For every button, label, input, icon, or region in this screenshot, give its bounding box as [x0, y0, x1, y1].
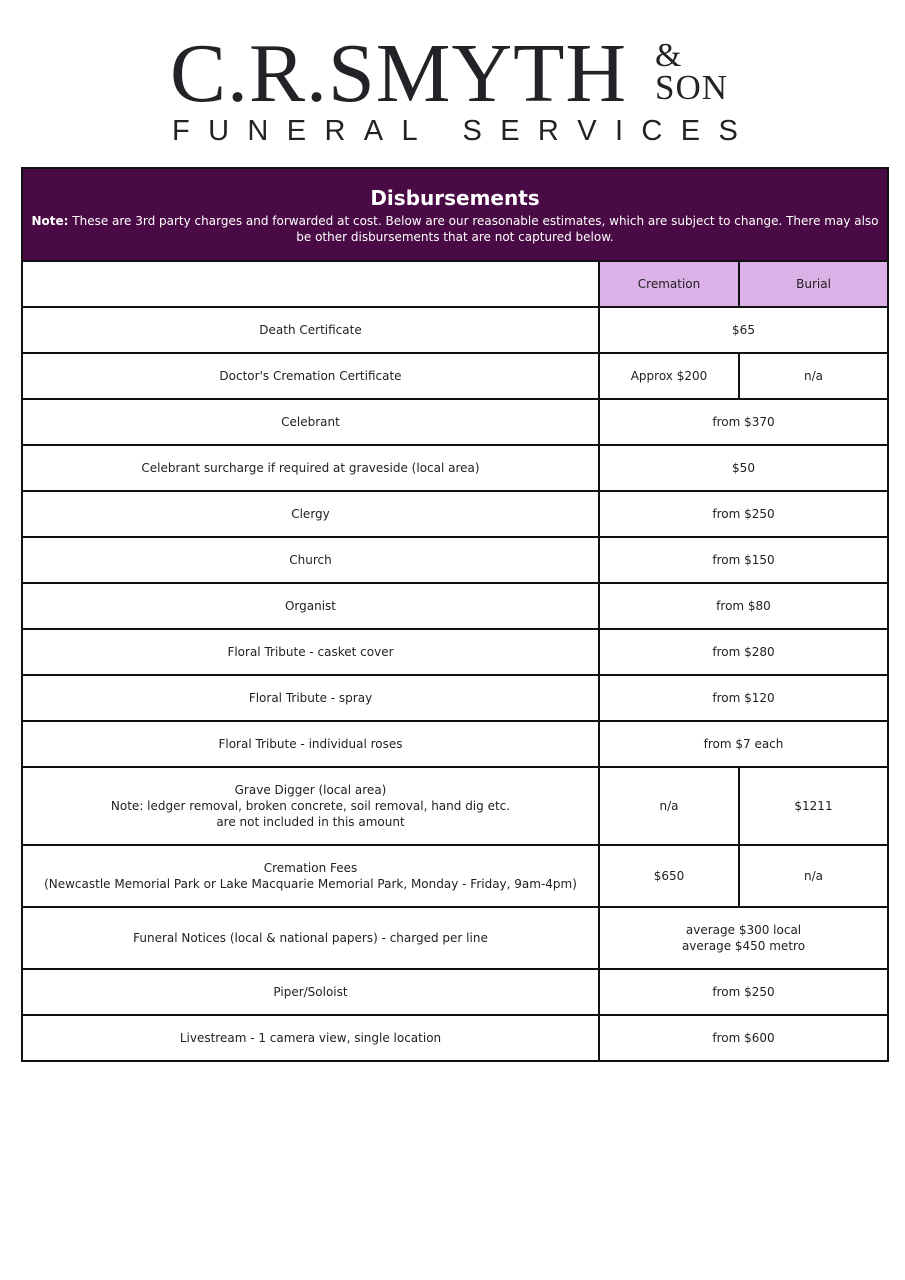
price-cell: from $600: [599, 1015, 888, 1061]
item-cell: [22, 845, 599, 907]
item-cell: Piper/Soloist: [22, 969, 599, 1015]
logo-name: C.R.SMYTH: [170, 27, 628, 120]
logo-subtitle-letter: N: [247, 115, 269, 147]
logo-subtitle-gap: [436, 116, 444, 146]
table-row: [22, 583, 888, 629]
item-cell: Death Certificate: [22, 307, 599, 353]
logo-subtitle: [172, 116, 738, 146]
table-row: [22, 399, 888, 445]
table-row: [22, 969, 888, 1015]
disbursements-table: [21, 167, 889, 1062]
cremation-price-cell: Approx $200: [599, 353, 739, 399]
table-row: [22, 353, 888, 399]
logo-ampersand: &: [655, 37, 682, 74]
column-header-cremation: Cremation: [599, 261, 739, 307]
price-line: average $300 local: [685, 923, 802, 937]
item-line: (Newcastle Memorial Park or Lake Macquarie Memorial Park, Monday - Friday, 9am-4pm): [44, 877, 577, 891]
burial-price-cell: n/a: [739, 845, 888, 907]
logo-son: SON: [655, 68, 729, 107]
empty-header-cell: [22, 261, 599, 307]
item-cell: Celebrant surcharge if required at graveside (local area): [22, 445, 599, 491]
table-header: [22, 168, 888, 261]
logo-subtitle-letter: E: [286, 115, 307, 147]
price-cell: from $7 each: [599, 721, 888, 767]
price-cell: [599, 907, 888, 969]
logo-subtitle-letter: L: [401, 115, 418, 147]
item-cell: Doctor's Cremation Certificate: [22, 353, 599, 399]
price-line: average $450 metro: [681, 939, 806, 953]
item-line: Cremation Fees: [263, 861, 358, 875]
logo-subtitle-letter: A: [363, 115, 384, 147]
item-cell: Funeral Notices (local & national papers) - charged per line: [22, 907, 599, 969]
company-logo: [0, 0, 905, 160]
logo-subtitle-letter: E: [500, 115, 520, 147]
cremation-price-cell: $650: [599, 845, 739, 907]
price-cell: from $280: [599, 629, 888, 675]
item-cell: Floral Tribute - spray: [22, 675, 599, 721]
logo-subtitle-letter: S: [718, 115, 738, 147]
logo-subtitle-letter: U: [208, 115, 230, 147]
header-cell: [22, 168, 888, 261]
logo-subtitle-letter: S: [462, 115, 482, 147]
table-row: [22, 445, 888, 491]
item-cell: Clergy: [22, 491, 599, 537]
item-cell: Celebrant: [22, 399, 599, 445]
burial-price-cell: $1211: [739, 767, 888, 845]
logo-subtitle-letter: R: [324, 115, 346, 147]
table-row: [22, 907, 888, 969]
price-cell: from $120: [599, 675, 888, 721]
cremation-price-cell: n/a: [599, 767, 739, 845]
logo-subtitle-letter: F: [172, 115, 190, 147]
note-text: These are 3rd party charges and forwarded at cost. Below are our reasonable estimates, which are subject to change. There may also be other disbursements that are not captured below.: [68, 213, 879, 244]
item-cell: Livestream - 1 camera view, single location: [22, 1015, 599, 1061]
item-cell: Organist: [22, 583, 599, 629]
table-title: Disbursements: [370, 185, 540, 210]
item-cell: Floral Tribute - casket cover: [22, 629, 599, 675]
logo-subtitle-letter: R: [537, 115, 559, 147]
burial-price-cell: n/a: [739, 353, 888, 399]
note-label: Note:: [31, 213, 69, 228]
item-cell: Floral Tribute - individual roses: [22, 721, 599, 767]
table-row: [22, 721, 888, 767]
price-cell: from $80: [599, 583, 888, 629]
table-row: [22, 491, 888, 537]
price-cell: from $250: [599, 491, 888, 537]
table-row: [22, 1015, 888, 1061]
table-row: [22, 629, 888, 675]
price-cell: from $370: [599, 399, 888, 445]
table-row: [22, 675, 888, 721]
item-line: Grave Digger (local area): [234, 783, 387, 797]
column-header-row: [22, 261, 888, 307]
table-row: [22, 767, 888, 845]
logo-subtitle-letter: E: [680, 115, 701, 147]
item-cell: Church: [22, 537, 599, 583]
header-note: [29, 213, 881, 245]
logo-subtitle-letter: C: [641, 115, 663, 147]
table-row: [22, 845, 888, 907]
item-cell: [22, 767, 599, 845]
table-row: [22, 537, 888, 583]
table-row: [22, 307, 888, 353]
column-header-burial: Burial: [739, 261, 888, 307]
item-line: are not included in this amount: [216, 815, 405, 829]
price-cell: from $250: [599, 969, 888, 1015]
logo-subtitle-letter: I: [614, 115, 624, 147]
logo-subtitle-letter: V: [577, 115, 597, 147]
price-cell: from $150: [599, 537, 888, 583]
price-cell: $65: [599, 307, 888, 353]
item-line: Note: ledger removal, broken concrete, soil removal, hand dig etc.: [110, 799, 511, 813]
price-cell: $50: [599, 445, 888, 491]
